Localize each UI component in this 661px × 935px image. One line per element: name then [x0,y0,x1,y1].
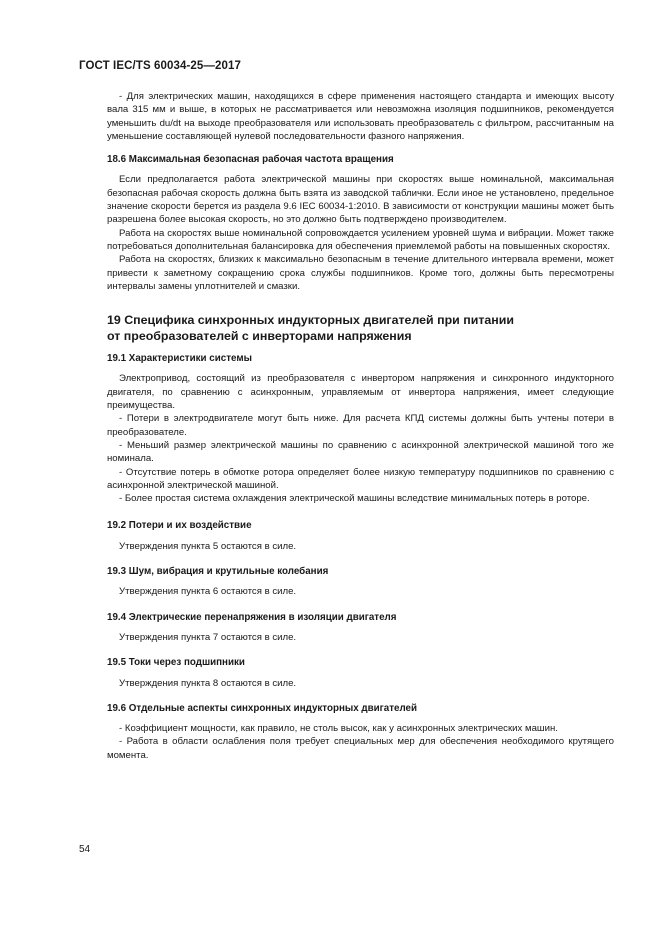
section-18-6-paragraph-1: Если предполагается работа электрической машины при скоростях выше номинальной, максимальная безопасная рабочая скорость должна быть взята из заводской таблички. Если иное не установлено, предельное значение скорости берется из раздела 9.6 IEC 60034-1:2010. В зависимости от конструкции машины может быть разрешена более высокая скорость, но это должно быть подтверждено производителем. [107,174,614,226]
document-header: ГОСТ IEC/TS 60034-25—2017 [79,60,241,72]
intro-paragraph: - Для электрических машин, находящихся в сфере применения настоящего стандарта и имеющих высоту вала 315 мм и выше, в которых не рассматривается или невозможна изоляция подшипников, рекомендуется уменьшить du/dt на выходе преобразователя или использовать преобразователь с фильтром, рассчитанным на уменьшение составляющей нулевой последовательности фазного напряжения. [107,91,614,142]
section-19-4-paragraph: Утверждения пункта 7 остаются в силе. [119,631,297,643]
section-19-1-paragraph-3: - Меньший размер электрической машины по сравнению с асинхронной электрической машиной того же номинала. [107,439,614,465]
section-19-3-paragraph: Утверждения пункта 6 остаются в силе. [119,586,297,598]
section-19-3-title: 19.3 Шум, вибрация и крутильные колебания [107,566,329,578]
section-19-2-paragraph: Утверждения пункта 5 остаются в силе. [119,540,297,552]
page-number: 54 [79,844,91,855]
section-19-1-title: 19.1 Характеристики системы [107,353,252,365]
section-19-title-line-1: 19 Специфика синхронных индукторных двигателей при питании [107,313,514,328]
section-19-title [107,312,614,344]
section-19-6-paragraph-1: - Коэффициент мощности, как правило, не столь высок, как у асинхронных электрических машин. [119,723,558,735]
section-19-4-title: 19.4 Электрические перенапряжения в изоляции двигателя [107,611,397,623]
section-18-6-title: 18.6 Максимальная безопасная рабочая частота вращения [107,154,394,166]
section-19-5-title: 19.5 Токи через подшипники [107,657,245,669]
section-19-6-paragraph-2: - Работа в области ослабления поля требует специальных мер для обеспечения необходимого крутящего момента. [107,736,614,761]
section-19-1-paragraph-5: - Более простая система охлаждения электрической машины вследствие минимальных потерь в роторе. [119,493,590,505]
page-content [107,90,614,762]
section-18-6-paragraph-3: Работа на скоростях, близких к максимально безопасным в течение длительного интервала времени, может привести к заметному сокращению срока службы подшипников. Кроме того, должны быть пересмотрены интервалы замены уплотнителей и смазки. [107,254,614,292]
section-19-5-paragraph: Утверждения пункта 8 остаются в силе. [119,677,297,689]
section-19-1-paragraph-2: - Потери в электродвигателе могут быть ниже. Для расчета КПД системы должны быть учтены потери в преобразователе. [107,413,614,438]
section-18-6-paragraph-2: Работа на скоростях выше номинальной сопровождается усилением уровней шума и вибрации. Может также потребоваться дополнительная балансировка для обеспечения приемлемой работы на повышенных скоростях. [107,227,614,252]
section-19-2-title: 19.2 Потери и их воздействие [107,520,252,532]
section-19-1-paragraph-4: - Отсутствие потерь в обмотке ротора определяет более низкую температуру подшипников по сравнению с асинхронной электрической машиной. [107,466,614,491]
section-19-1-paragraph-1: Электропривод, состоящий из преобразователя с инвертором напряжения и синхронного индукторного двигателя, по сравнению с асинхронным, управляемым от инвертора напряжения, имеет следующие преимущества. [107,373,614,412]
section-19-title-line-2: от преобразователей с инверторами напряжения [107,329,412,344]
section-19-6-title: 19.6 Отдельные аспекты синхронных индукторных двигателей [107,702,418,714]
